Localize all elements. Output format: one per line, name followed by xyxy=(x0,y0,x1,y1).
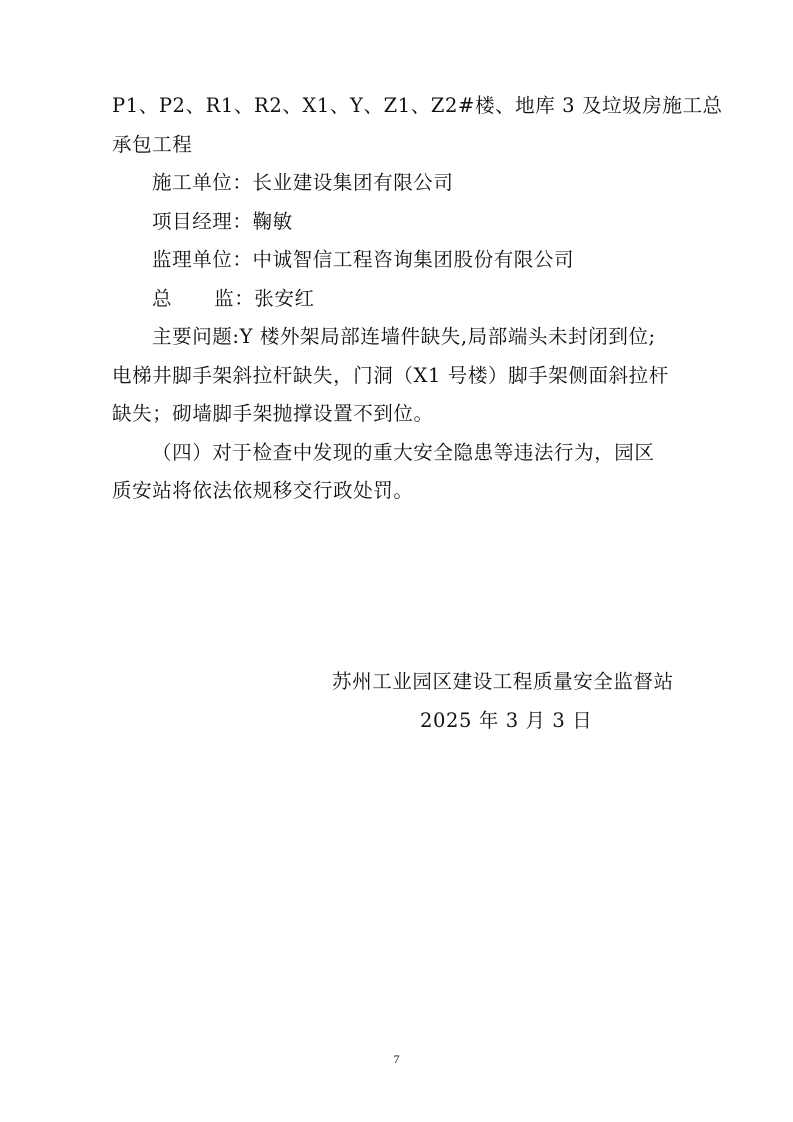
issues-line-3: 缺失；砌墙脚手架抛撑设置不到位。 xyxy=(112,402,434,425)
item-four-line-2: 质安站将依法依规移交行政处罚。 xyxy=(112,479,414,502)
supervisor-unit-line: 监理单位：中诚智信工程咨询集团股份有限公司 xyxy=(152,248,575,271)
project-name-line-1: P1、P2、R1、R2、X1、Y、Z1、Z2#楼、地库 3 及垃圾房施工总 xyxy=(112,94,723,117)
project-name-line-2: 承包工程 xyxy=(112,133,193,156)
contractor-line: 施工单位：长业建设集团有限公司 xyxy=(152,171,454,194)
page-number: 7 xyxy=(393,1052,400,1066)
chief-supervisor-line xyxy=(152,286,315,312)
signature-organization: 苏州工业园区建设工程质量安全监督站 xyxy=(332,670,674,693)
item-four-line-1: （四）对于检查中发现的重大安全隐患等违法行为，园区 xyxy=(152,441,655,464)
project-manager-line: 项目经理：鞠敏 xyxy=(152,210,293,233)
chief-label-first-char: 总 xyxy=(152,287,173,310)
chief-label-rest: 监：张安红 xyxy=(214,287,315,310)
issues-line-1: 主要问题:Y 楼外架局部连墙件缺失,局部端头未封闭到位; xyxy=(152,325,656,348)
signature-date: 2025 年 3 月 3 日 xyxy=(420,709,593,732)
issues-line-2: 电梯井脚手架斜拉杆缺失，门洞（X1 号楼）脚手架侧面斜拉杆 xyxy=(112,364,669,387)
